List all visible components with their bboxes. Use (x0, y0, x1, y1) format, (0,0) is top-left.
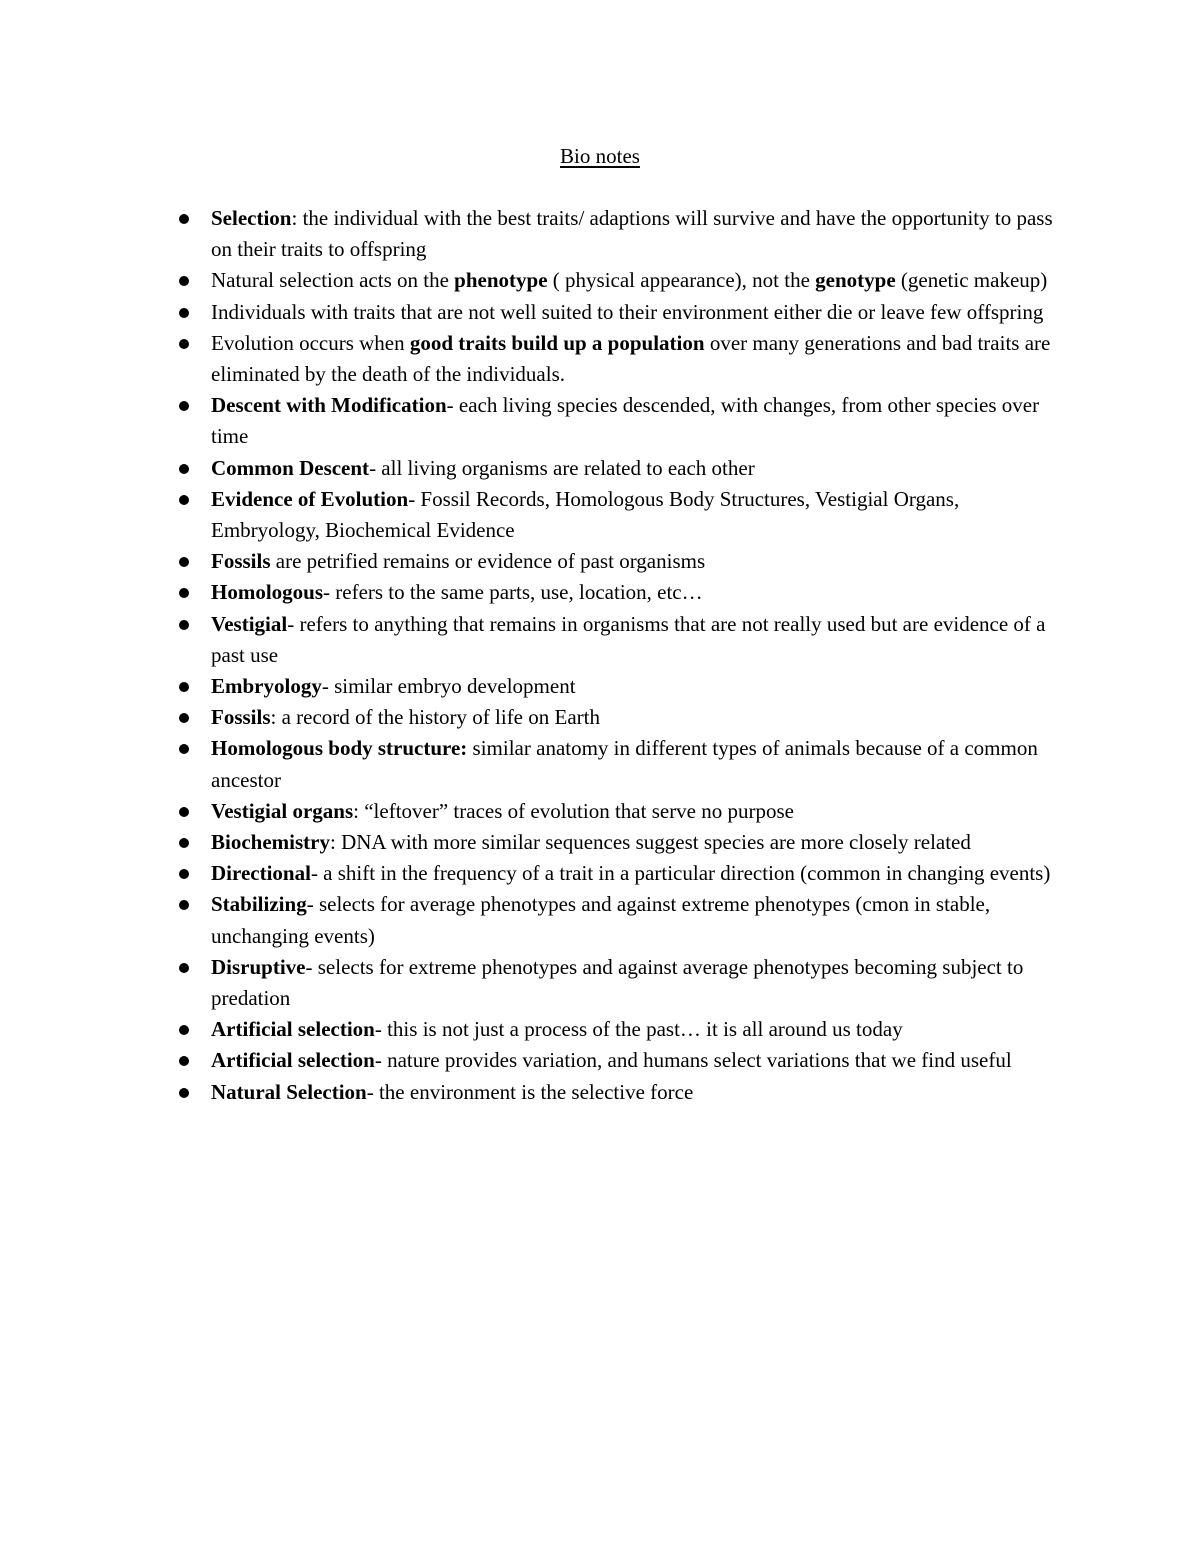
list-item (211, 1045, 1071, 1076)
note-text: - similar embryo development (321, 674, 576, 699)
bullet-icon (179, 1088, 189, 1098)
bullet-icon (179, 900, 189, 910)
bullet-icon (179, 588, 189, 598)
list-item (211, 203, 1071, 265)
term-text: Homologous (211, 580, 324, 605)
term-text: Artificial selection (211, 1048, 375, 1073)
term-text: Disruptive (211, 954, 306, 979)
note-text: - Fossil Records, Homologous Body Structures, Vestigial Organs, Embryology, Biochemical Evidence (211, 486, 960, 543)
note-text: (genetic makeup) (895, 268, 1048, 293)
bullet-icon (179, 682, 189, 692)
term-text: genotype (815, 268, 896, 293)
bullet-icon (179, 308, 189, 318)
note-text: similar anatomy in different types of animals because of a common ancestor (211, 736, 1038, 792)
list-item (211, 265, 1071, 296)
page-title: Bio notes (560, 144, 640, 168)
term-text: Selection (211, 206, 292, 230)
note-text: Individuals with traits that are not well suited to their environment either die or leave few offspring (211, 299, 1044, 324)
list-item (211, 546, 1071, 577)
term-text: Artificial selection (211, 1017, 375, 1042)
bullet-icon (179, 963, 189, 973)
list-item (211, 952, 1071, 1014)
note-text: : the individual with the best traits/ adaptions will survive and have the opportunity to pass on their traits to offspring (211, 206, 1053, 262)
note-text: - each living species descended, with changes, from other species over time (211, 393, 1040, 449)
note-text: - refers to anything that remains in organisms that are not really used but are evidence of a past use (211, 611, 1046, 667)
list-item (211, 733, 1071, 795)
list-item (211, 577, 1071, 608)
bullet-icon (179, 495, 189, 505)
term-text: Fossils (211, 549, 271, 574)
list-item (211, 390, 1071, 452)
term-text: Evidence of Evolution (211, 486, 409, 511)
note-text: - all living organisms are related to each other (369, 455, 755, 480)
list-item (211, 889, 1071, 951)
note-text: - refers to the same parts, use, location, etc… (323, 580, 703, 605)
bullet-icon (179, 464, 189, 474)
bullet-icon (179, 869, 189, 879)
list-item (211, 827, 1071, 858)
list-item (211, 297, 1071, 328)
list-item (211, 484, 1071, 546)
term-text: Vestigial (211, 611, 288, 636)
bullet-icon (179, 339, 189, 349)
note-text: - this is not just a process of the past… it is all around us today (374, 1017, 903, 1042)
term-text: Descent with Modification (211, 393, 447, 418)
note-text: are petrified remains or evidence of past organisms (270, 549, 706, 574)
bullet-icon (179, 838, 189, 848)
bullet-icon (179, 807, 189, 817)
term-text: Common Descent (211, 455, 370, 480)
list-item (211, 1014, 1071, 1045)
term-text: Natural Selection (211, 1079, 367, 1104)
bullet-icon (179, 620, 189, 630)
note-text: - nature provides variation, and humans select variations that we find useful (374, 1048, 1012, 1073)
term-text: Stabilizing (211, 892, 307, 917)
bullet-icon (179, 744, 189, 754)
bullet-icon (179, 1056, 189, 1066)
bullet-icon (179, 401, 189, 411)
term-text: Embryology (211, 674, 322, 699)
list-item (211, 702, 1071, 733)
term-text: Vestigial organs (211, 798, 354, 823)
term-text: good traits build up a population (409, 330, 705, 355)
note-text: over many generations and bad traits are eliminated by the death of the individuals. (211, 330, 1051, 387)
bullet-icon (179, 713, 189, 723)
bullet-icon (179, 214, 189, 224)
note-text: Evolution occurs when (211, 330, 410, 355)
term-text: Biochemistry (211, 830, 330, 855)
list-item (211, 328, 1071, 390)
bullet-icon (179, 557, 189, 567)
list-item (211, 858, 1071, 889)
term-text: Homologous body structure: (211, 736, 468, 761)
list-item (211, 671, 1071, 702)
term-text: Fossils (211, 705, 271, 730)
bullet-icon (179, 1025, 189, 1035)
note-text: ( physical appearance), not the (547, 268, 816, 293)
note-text: - the environment is the selective force (366, 1079, 694, 1104)
list-item (211, 609, 1071, 671)
note-text: - selects for extreme phenotypes and against average phenotypes becoming subject to predation (211, 954, 1024, 1011)
list-item (211, 453, 1071, 484)
note-text: - selects for average phenotypes and against extreme phenotypes (cmon in stable, unchanging events) (211, 892, 991, 948)
term-text: Directional (211, 861, 311, 886)
notes-list (211, 203, 1071, 1108)
list-item (211, 1077, 1071, 1108)
term-text: phenotype (454, 268, 548, 293)
note-text: Natural selection acts on the (211, 268, 455, 293)
bullet-icon (179, 276, 189, 286)
list-item (211, 796, 1071, 827)
note-text: - a shift in the frequency of a trait in a particular direction (common in changing events) (310, 861, 1051, 886)
note-text: : a record of the history of life on Earth (270, 705, 600, 730)
note-text: : DNA with more similar sequences suggest species are more closely related (329, 830, 971, 855)
note-text: : “leftover” traces of evolution that serve no purpose (353, 798, 794, 823)
